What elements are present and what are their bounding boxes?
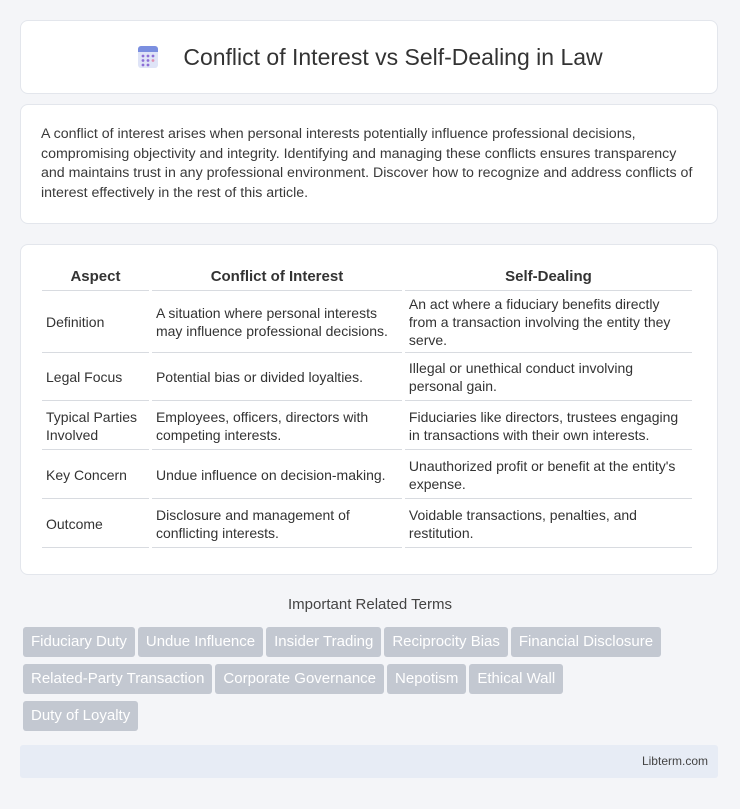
table-row — [42, 499, 692, 548]
footer — [20, 745, 718, 778]
related-terms-list — [23, 627, 723, 738]
table-cell: An act where a fiduciary benefits directly from a transaction involving the entity they serve. — [405, 291, 692, 353]
table-row — [42, 450, 692, 499]
related-term-tag[interactable]: Undue Influence — [138, 627, 263, 657]
table-cell: Illegal or unethical conduct involving personal gain. — [405, 353, 692, 401]
related-term-tag[interactable]: Nepotism — [387, 664, 466, 694]
table-cell: Legal Focus — [42, 353, 149, 401]
related-term-tag[interactable]: Fiduciary Duty — [23, 627, 135, 657]
intro-text: A conflict of interest arises when personal interests potentially influence professional decisions, compromising objectivity and integrity. Identifying and managing these conflicts ensures transparency and maintains trust in any professional environment. Discover how to recognize and address conflicts of interest effectively in the rest of this article. — [41, 126, 693, 201]
related-term-tag[interactable]: Related-Party Transaction — [23, 664, 212, 694]
table-cell: Fiduciaries like directors, trustees engaging in transactions with their own interests. — [405, 401, 692, 450]
table-row — [42, 353, 692, 401]
related-term-tag[interactable]: Ethical Wall — [469, 664, 563, 694]
related-term-tag[interactable]: Corporate Governance — [215, 664, 384, 694]
table-cell: Unauthorized profit or benefit at the entity's expense. — [405, 450, 692, 499]
column-header-conflict-of-interest: Conflict of Interest — [152, 263, 402, 291]
header-card — [20, 20, 718, 94]
table-cell: Voidable transactions, penalties, and restitution. — [405, 499, 692, 548]
comparison-table — [39, 263, 695, 548]
column-header-aspect: Aspect — [42, 263, 149, 291]
page-title: Conflict of Interest vs Self-Dealing in Law — [183, 43, 603, 70]
table-cell: A situation where personal interests may influence professional decisions. — [152, 291, 402, 353]
table-header-row — [42, 263, 692, 291]
comparison-table-card — [20, 244, 718, 575]
table-row — [42, 401, 692, 450]
footer-site-link[interactable]: Libterm.com — [641, 754, 708, 768]
related-terms-title: Important Related Terms — [288, 596, 452, 613]
related-term-tag[interactable]: Insider Trading — [266, 627, 381, 657]
table-cell: Undue influence on decision-making. — [152, 450, 402, 499]
table-cell: Definition — [42, 291, 149, 353]
table-cell: Key Concern — [42, 450, 149, 499]
table-cell: Outcome — [42, 499, 149, 548]
document-list-icon — [135, 44, 161, 70]
table-cell: Employees, officers, directors with competing interests. — [152, 401, 402, 450]
table-cell: Typical Parties Involved — [42, 401, 149, 450]
table-cell: Potential bias or divided loyalties. — [152, 353, 402, 401]
table-cell: Disclosure and management of conflicting interests. — [152, 499, 402, 548]
column-header-self-dealing: Self-Dealing — [405, 263, 692, 291]
related-term-tag[interactable]: Financial Disclosure — [511, 627, 661, 657]
related-term-tag[interactable]: Duty of Loyalty — [23, 701, 138, 731]
intro-card — [20, 104, 718, 224]
table-row — [42, 291, 692, 353]
related-term-tag[interactable]: Reciprocity Bias — [384, 627, 508, 657]
